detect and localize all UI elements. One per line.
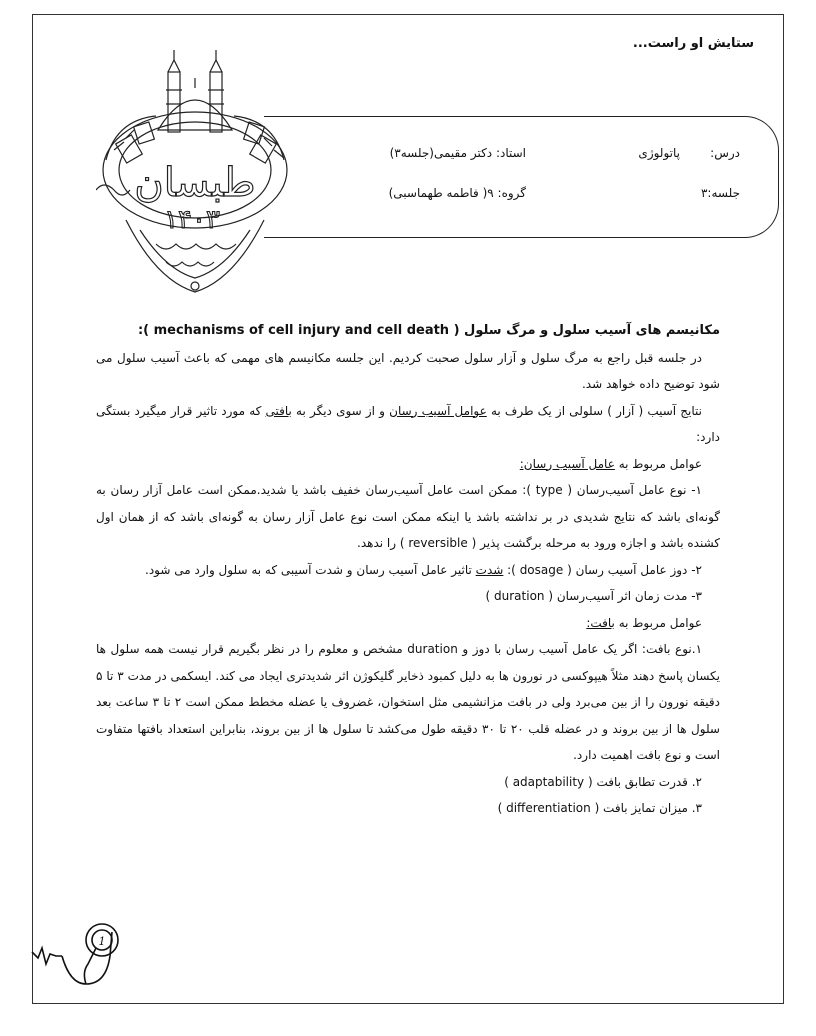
section-title: مکانیسم های آسیب سلول و مرگ سلول ( mechanisms of cell injury and cell death ): (137, 323, 720, 338)
agent-item-2: ۲- دوز عامل آسیب رسان ( dosage ): شدت تاثیر عامل آسیب رسان و شدت آسیبی که به سلول وارد می شود. (145, 562, 702, 577)
group-info: گروه: ۹( فاطمه طهماسبی) (388, 186, 526, 200)
tissue-item-3: ۳. میزان تمایز بافت ( differentiation ) (497, 801, 702, 815)
agent-item-1: ۱- نوع عامل آسیب‌رسان ( type ): ممکن است عامل آسیب‌رسان خفیف باشد یا شدید.ممکن است عامل آزار رسان به گونه‌ای باشد که نتایج شدیدی در بر نداشته باشد یا اینکه ممکن است نوع عامل آزار رسان به گونه‌ای باشد که از همان اول کشنده باشد و اجازه ورود به مرحله برگشت پذیر ( reversible ) را ندهد. (96, 483, 720, 550)
tissue-item-1: ۱.نوع بافت: اگر یک عامل آسیب رسان با دوز و duration مشخص و معلوم را در نظر بگیریم قرار نیست همه سلول ها یکسان پاسخ دهند مثلاً هیپوکسی در نورون ها به دلیل کمبود ذخایر گلیکوژن اثر شدیدتری ایجاد می کند. ایسکمی در مدت ۳ تا ۵ دقیقه نورون را از بین می‌برد ولی در بافت مزانشیمی مثل استخوان، غضروف یا عضله مخطط ممکن است ۲ تا ۳ ساعت بعد سلول ها از بین بروند و در عضله قلب ۲۰ تا ۳۰ دقیقه طول می‌کشد تا سلول ها از بین بروند، بنابراین استعداد بافتها متفاوت است و نوع بافت اهمیت دارد. (96, 642, 721, 762)
intro-paragraph: در جلسه قبل راجع به مرگ سلول و آزار سلول صحبت کردیم. این جلسه مکانیسم های مهمی که باعث آسیب سلول می شود توضیح داده خواهد شد. (96, 350, 720, 391)
tabasan-logo (96, 30, 318, 300)
tissue-item-2: ۲. قدرت تطابق بافت ( adaptability ) (504, 774, 702, 789)
teacher-info: استاد: دکتر مقیمی(جلسه۳) (389, 146, 526, 160)
session-info: جلسه:۳ (700, 186, 740, 200)
agent-factors-heading: عوامل مربوط به عامل آسیب رسان: (519, 456, 702, 471)
course-value: پاتولوژی (638, 146, 680, 160)
course-label: درس: (710, 146, 740, 160)
tissue-factors-heading: عوامل مربوط به بافت: (586, 615, 702, 630)
praise-heading: ستایش او راست... (632, 36, 754, 51)
stethoscope-icon (30, 918, 130, 990)
agent-item-3: ۳- مدت زمان اثر آسیب‌رسان ( duration ) (485, 589, 702, 603)
course-info-box (264, 116, 779, 238)
page-number: 1 (98, 935, 106, 948)
document-body (96, 318, 720, 822)
logo-word: طبسان (134, 160, 256, 206)
results-paragraph: نتایج آسیب ( آزار ) سلولی از یک طرف به عوامل آسیب رسان و از سوی دیگر به بافتی که مورد تاثیر قرار میگیرد بستگی دارد: (96, 403, 720, 444)
logo-year: ۱۴۰۳ (164, 205, 220, 235)
